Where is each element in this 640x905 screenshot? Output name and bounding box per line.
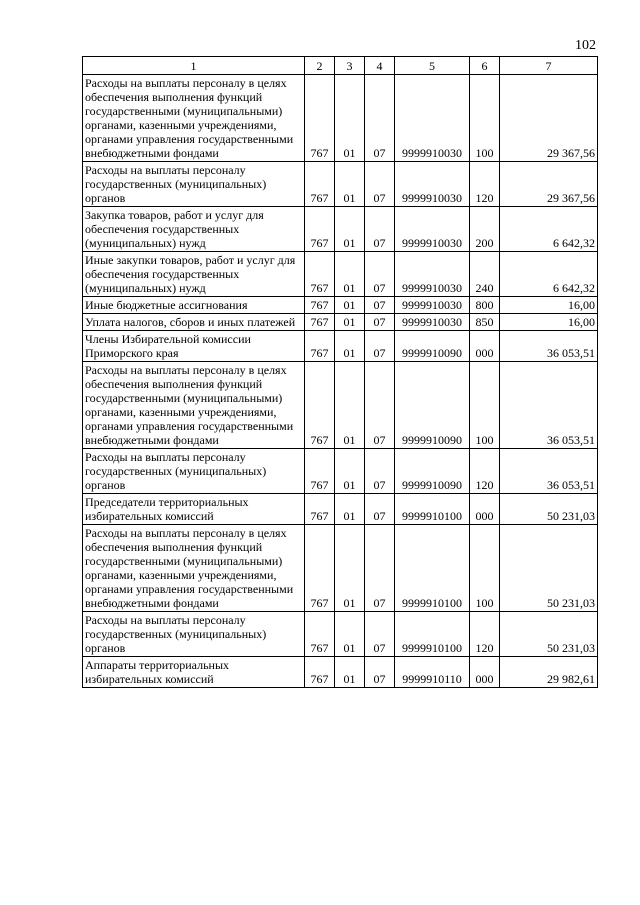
section-code-cell: 01 — [335, 331, 365, 362]
column-header: 1 — [83, 57, 305, 75]
admin-code-cell: 767 — [305, 449, 335, 494]
amount-cell: 50 231,03 — [500, 525, 598, 612]
column-header: 5 — [395, 57, 470, 75]
admin-code-cell: 767 — [305, 252, 335, 297]
amount-cell: 36 053,51 — [500, 331, 598, 362]
row-name-cell: Расходы на выплаты персоналу государственных (муниципальных) органов — [83, 612, 305, 657]
target-article-cell: 9999910100 — [395, 612, 470, 657]
table-row — [83, 331, 598, 362]
section-code-cell: 01 — [335, 297, 365, 314]
expense-type-cell: 100 — [470, 75, 500, 162]
row-name-cell: Расходы на выплаты персоналу государственных (муниципальных) органов — [83, 449, 305, 494]
table-row — [83, 494, 598, 525]
target-article-cell: 9999910090 — [395, 449, 470, 494]
amount-cell: 29 982,61 — [500, 657, 598, 688]
expense-type-cell: 000 — [470, 657, 500, 688]
section-code-cell: 01 — [335, 494, 365, 525]
target-article-cell: 9999910100 — [395, 525, 470, 612]
expense-type-cell: 120 — [470, 449, 500, 494]
section-code-cell: 01 — [335, 612, 365, 657]
section-code-cell: 01 — [335, 525, 365, 612]
expense-type-cell: 120 — [470, 162, 500, 207]
amount-cell: 36 053,51 — [500, 449, 598, 494]
expense-type-cell: 000 — [470, 331, 500, 362]
subsection-code-cell: 07 — [365, 75, 395, 162]
row-name-cell: Члены Избирательной комиссии Приморского края — [83, 331, 305, 362]
expense-type-cell: 800 — [470, 297, 500, 314]
subsection-code-cell: 07 — [365, 331, 395, 362]
subsection-code-cell: 07 — [365, 252, 395, 297]
target-article-cell: 9999910100 — [395, 494, 470, 525]
section-code-cell: 01 — [335, 252, 365, 297]
row-name-cell: Расходы на выплаты персоналу в целях обеспечения выполнения функций государственными (муниципальными) органами, казенными учреждениями, органами управления государственными внебюджетными фондами — [83, 75, 305, 162]
admin-code-cell: 767 — [305, 525, 335, 612]
subsection-code-cell: 07 — [365, 657, 395, 688]
amount-cell: 6 642,32 — [500, 207, 598, 252]
table-row — [83, 252, 598, 297]
admin-code-cell: 767 — [305, 314, 335, 331]
column-header: 3 — [335, 57, 365, 75]
table-row — [83, 657, 598, 688]
subsection-code-cell: 07 — [365, 612, 395, 657]
section-code-cell: 01 — [335, 207, 365, 252]
table-row — [83, 525, 598, 612]
admin-code-cell: 767 — [305, 331, 335, 362]
amount-cell: 29 367,56 — [500, 75, 598, 162]
column-header: 2 — [305, 57, 335, 75]
row-name-cell: Закупка товаров, работ и услуг для обеспечения государственных (муниципальных) нужд — [83, 207, 305, 252]
amount-cell: 16,00 — [500, 297, 598, 314]
row-name-cell: Уплата налогов, сборов и иных платежей — [83, 314, 305, 331]
section-code-cell: 01 — [335, 75, 365, 162]
expense-type-cell: 850 — [470, 314, 500, 331]
subsection-code-cell: 07 — [365, 494, 395, 525]
expense-type-cell: 120 — [470, 612, 500, 657]
admin-code-cell: 767 — [305, 494, 335, 525]
subsection-code-cell: 07 — [365, 162, 395, 207]
expense-type-cell: 100 — [470, 362, 500, 449]
table-row — [83, 314, 598, 331]
section-code-cell: 01 — [335, 362, 365, 449]
row-name-cell: Председатели территориальных избирательных комиссий — [83, 494, 305, 525]
page-number: 102 — [575, 38, 596, 53]
row-name-cell: Иные закупки товаров, работ и услуг для обеспечения государственных (муниципальных) нужд — [83, 252, 305, 297]
budget-table — [82, 56, 598, 688]
column-header: 7 — [500, 57, 598, 75]
table-row — [83, 207, 598, 252]
table-row — [83, 75, 598, 162]
subsection-code-cell: 07 — [365, 314, 395, 331]
admin-code-cell: 767 — [305, 207, 335, 252]
section-code-cell: 01 — [335, 657, 365, 688]
target-article-cell: 9999910090 — [395, 362, 470, 449]
target-article-cell: 9999910030 — [395, 314, 470, 331]
subsection-code-cell: 07 — [365, 297, 395, 314]
row-name-cell: Иные бюджетные ассигнования — [83, 297, 305, 314]
table-row — [83, 612, 598, 657]
target-article-cell: 9999910030 — [395, 297, 470, 314]
expense-type-cell: 240 — [470, 252, 500, 297]
admin-code-cell: 767 — [305, 612, 335, 657]
amount-cell: 50 231,03 — [500, 612, 598, 657]
column-header: 6 — [470, 57, 500, 75]
expense-type-cell: 000 — [470, 494, 500, 525]
amount-cell: 29 367,56 — [500, 162, 598, 207]
subsection-code-cell: 07 — [365, 362, 395, 449]
target-article-cell: 9999910030 — [395, 75, 470, 162]
row-name-cell: Расходы на выплаты персоналу в целях обеспечения выполнения функций государственными (муниципальными) органами, казенными учреждениями, органами управления государственными внебюджетными фондами — [83, 362, 305, 449]
amount-cell: 16,00 — [500, 314, 598, 331]
target-article-cell: 9999910030 — [395, 252, 470, 297]
subsection-code-cell: 07 — [365, 525, 395, 612]
target-article-cell: 9999910030 — [395, 207, 470, 252]
expense-type-cell: 100 — [470, 525, 500, 612]
admin-code-cell: 767 — [305, 362, 335, 449]
subsection-code-cell: 07 — [365, 449, 395, 494]
amount-cell: 36 053,51 — [500, 362, 598, 449]
table-row — [83, 449, 598, 494]
row-name-cell: Расходы на выплаты персоналу государственных (муниципальных) органов — [83, 162, 305, 207]
table-row — [83, 297, 598, 314]
section-code-cell: 01 — [335, 314, 365, 331]
admin-code-cell: 767 — [305, 297, 335, 314]
amount-cell: 50 231,03 — [500, 494, 598, 525]
row-name-cell: Аппараты территориальных избирательных комиссий — [83, 657, 305, 688]
row-name-cell: Расходы на выплаты персоналу в целях обеспечения выполнения функций государственными (муниципальными) органами, казенными учреждениями, органами управления государственными внебюджетными фондами — [83, 525, 305, 612]
table-row — [83, 162, 598, 207]
table-row — [83, 362, 598, 449]
table-header-row — [83, 57, 598, 75]
section-code-cell: 01 — [335, 162, 365, 207]
target-article-cell: 9999910090 — [395, 331, 470, 362]
section-code-cell: 01 — [335, 449, 365, 494]
admin-code-cell: 767 — [305, 162, 335, 207]
target-article-cell: 9999910030 — [395, 162, 470, 207]
amount-cell: 6 642,32 — [500, 252, 598, 297]
target-article-cell: 9999910110 — [395, 657, 470, 688]
admin-code-cell: 767 — [305, 657, 335, 688]
admin-code-cell: 767 — [305, 75, 335, 162]
expense-type-cell: 200 — [470, 207, 500, 252]
column-header: 4 — [365, 57, 395, 75]
subsection-code-cell: 07 — [365, 207, 395, 252]
